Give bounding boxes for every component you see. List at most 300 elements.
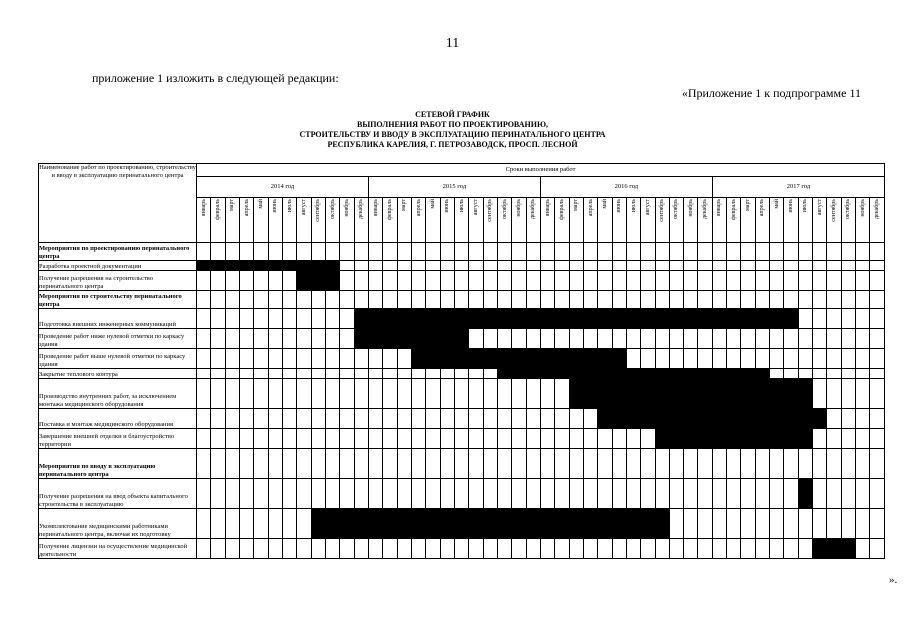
- schedule-table: [38, 163, 885, 559]
- schedule-bar-cell: [598, 409, 612, 429]
- schedule-cell: [856, 261, 870, 271]
- schedule-cell: [483, 449, 497, 479]
- schedule-cell: [784, 349, 798, 369]
- schedule-cell: [311, 409, 325, 429]
- schedule-cell: [770, 349, 784, 369]
- schedule-cell: [727, 271, 741, 291]
- schedule-cell: [368, 409, 382, 429]
- schedule-cell: [512, 539, 526, 559]
- schedule-cell: [340, 369, 354, 379]
- schedule-cell: [469, 243, 483, 261]
- month-label: май: [601, 199, 608, 209]
- month-header: [483, 198, 497, 243]
- task-name: Закрытие теплового контура: [39, 369, 197, 379]
- schedule-cell: [856, 369, 870, 379]
- schedule-cell: [383, 243, 397, 261]
- schedule-bar-cell: [483, 509, 497, 539]
- schedule-bar-cell: [669, 409, 683, 429]
- schedule-cell: [569, 261, 583, 271]
- task-name: Проведение работ выше нулевой отметки по каркасу здания: [39, 349, 197, 369]
- schedule-cell: [311, 379, 325, 409]
- schedule-cell: [354, 449, 368, 479]
- schedule-cell: [325, 479, 339, 509]
- month-header: [297, 198, 311, 243]
- month-label: сентябрь: [831, 199, 838, 222]
- section-title: Мероприятия по строительству перинатального центра: [39, 291, 197, 309]
- schedule-cell: [827, 291, 841, 309]
- intro-text: приложение 1 изложить в следующей редакции:: [92, 71, 339, 85]
- schedule-bar-cell: [555, 369, 569, 379]
- schedule-bar-cell: [354, 309, 368, 329]
- schedule-bar-cell: [770, 429, 784, 449]
- task-row: [39, 271, 885, 291]
- schedule-cell: [239, 309, 253, 329]
- schedule-bar-cell: [268, 261, 282, 271]
- schedule-cell: [841, 409, 855, 429]
- schedule-cell: [426, 243, 440, 261]
- schedule-bar-cell: [383, 329, 397, 349]
- task-name: Получение лицензии на осуществление медицинской деятельности: [39, 539, 197, 559]
- schedule-cell: [239, 329, 253, 349]
- month-header: [669, 198, 683, 243]
- schedule-cell: [268, 479, 282, 509]
- schedule-bar-cell: [454, 349, 468, 369]
- schedule-cell: [755, 261, 769, 271]
- schedule-bar-cell: [684, 409, 698, 429]
- schedule-bar-cell: [798, 479, 812, 509]
- schedule-cell: [297, 509, 311, 539]
- schedule-cell: [239, 349, 253, 369]
- schedule-cell: [469, 261, 483, 271]
- task-name: Получение разрешения на ввод объекта капитального строительства в эксплуатацию: [39, 479, 197, 509]
- schedule-bar-cell: [727, 429, 741, 449]
- schedule-bar-cell: [454, 329, 468, 349]
- schedule-cell: [383, 449, 397, 479]
- schedule-bar-cell: [727, 379, 741, 409]
- schedule-cell: [856, 329, 870, 349]
- schedule-cell: [712, 539, 726, 559]
- schedule-cell: [483, 261, 497, 271]
- schedule-cell: [282, 349, 296, 369]
- schedule-cell: [311, 329, 325, 349]
- task-name: Разработка проектной документации: [39, 261, 197, 271]
- schedule-bar-cell: [497, 509, 511, 539]
- schedule-cell: [870, 509, 885, 539]
- schedule-cell: [540, 243, 554, 261]
- schedule-bar-cell: [784, 379, 798, 409]
- schedule-cell: [354, 429, 368, 449]
- schedule-cell: [211, 509, 225, 539]
- schedule-cell: [583, 243, 597, 261]
- schedule-cell: [870, 369, 885, 379]
- schedule-cell: [497, 539, 511, 559]
- schedule-cell: [755, 449, 769, 479]
- schedule-cell: [211, 539, 225, 559]
- month-header: [655, 198, 669, 243]
- schedule-cell: [755, 271, 769, 291]
- schedule-cell: [555, 261, 569, 271]
- schedule-cell: [383, 369, 397, 379]
- schedule-cell: [669, 271, 683, 291]
- month-header: [397, 198, 411, 243]
- schedule-cell: [741, 271, 755, 291]
- schedule-cell: [770, 271, 784, 291]
- schedule-cell: [354, 243, 368, 261]
- schedule-cell: [784, 449, 798, 479]
- schedule-cell: [368, 291, 382, 309]
- schedule-cell: [282, 369, 296, 379]
- schedule-cell: [870, 291, 885, 309]
- schedule-cell: [813, 509, 827, 539]
- schedule-cell: [727, 291, 741, 309]
- month-label: февраль: [386, 199, 393, 220]
- schedule-cell: [540, 271, 554, 291]
- schedule-cell: [669, 539, 683, 559]
- schedule-cell: [197, 349, 211, 369]
- schedule-cell: [798, 261, 812, 271]
- schedule-cell: [569, 329, 583, 349]
- schedule-cell: [411, 479, 425, 509]
- schedule-bar-cell: [755, 429, 769, 449]
- schedule-bar-cell: [469, 349, 483, 369]
- month-label: ноябрь: [515, 199, 522, 217]
- schedule-cell: [841, 291, 855, 309]
- schedule-cell: [340, 539, 354, 559]
- schedule-bar-cell: [813, 539, 827, 559]
- schedule-cell: [569, 429, 583, 449]
- month-header: [755, 198, 769, 243]
- schedule-cell: [197, 271, 211, 291]
- schedule-bar-cell: [655, 409, 669, 429]
- schedule-cell: [684, 329, 698, 349]
- month-header: [469, 198, 483, 243]
- schedule-cell: [239, 271, 253, 291]
- schedule-cell: [411, 261, 425, 271]
- month-label: июль: [286, 199, 293, 213]
- schedule-cell: [368, 369, 382, 379]
- schedule-cell: [426, 271, 440, 291]
- schedule-cell: [784, 243, 798, 261]
- schedule-cell: [598, 479, 612, 509]
- schedule-cell: [798, 329, 812, 349]
- month-label: февраль: [730, 199, 737, 220]
- schedule-bar-cell: [411, 349, 425, 369]
- schedule-cell: [254, 271, 268, 291]
- schedule-bar-cell: [641, 369, 655, 379]
- schedule-bar-cell: [440, 329, 454, 349]
- section-row: [39, 243, 885, 261]
- schedule-cell: [197, 429, 211, 449]
- schedule-cell: [282, 429, 296, 449]
- schedule-cell: [856, 449, 870, 479]
- schedule-cell: [870, 349, 885, 369]
- schedule-cell: [254, 349, 268, 369]
- month-header: [741, 198, 755, 243]
- schedule-bar-cell: [698, 369, 712, 379]
- schedule-cell: [612, 243, 626, 261]
- schedule-cell: [239, 509, 253, 539]
- schedule-cell: [497, 379, 511, 409]
- schedule-cell: [727, 479, 741, 509]
- schedule-cell: [225, 309, 239, 329]
- schedule-cell: [454, 243, 468, 261]
- schedule-cell: [526, 329, 540, 349]
- schedule-cell: [813, 261, 827, 271]
- schedule-cell: [469, 271, 483, 291]
- title-line: СТРОИТЕЛЬСТВУ И ВВОДУ В ЭКСПЛУАТАЦИЮ ПЕРИНАТАЛЬНОГО ЦЕНТРА: [299, 130, 606, 139]
- schedule-cell: [612, 449, 626, 479]
- schedule-cell: [512, 261, 526, 271]
- schedule-bar-cell: [440, 349, 454, 369]
- schedule-cell: [612, 329, 626, 349]
- schedule-cell: [841, 479, 855, 509]
- schedule-cell: [684, 243, 698, 261]
- schedule-cell: [841, 243, 855, 261]
- schedule-bar-cell: [698, 429, 712, 449]
- schedule-cell: [282, 243, 296, 261]
- schedule-cell: [268, 379, 282, 409]
- schedule-cell: [612, 291, 626, 309]
- schedule-bar-cell: [770, 309, 784, 329]
- schedule-cell: [698, 291, 712, 309]
- schedule-cell: [770, 449, 784, 479]
- schedule-cell: [211, 369, 225, 379]
- schedule-cell: [641, 349, 655, 369]
- month-label: апрель: [415, 199, 422, 217]
- schedule-cell: [368, 243, 382, 261]
- schedule-cell: [569, 243, 583, 261]
- schedule-cell: [813, 309, 827, 329]
- schedule-cell: [325, 291, 339, 309]
- schedule-cell: [526, 291, 540, 309]
- schedule-cell: [569, 291, 583, 309]
- schedule-cell: [268, 409, 282, 429]
- page-number: 11: [445, 36, 460, 51]
- schedule-bar-cell: [612, 509, 626, 539]
- month-label: январь: [200, 199, 207, 217]
- schedule-cell: [813, 291, 827, 309]
- month-label: июнь: [272, 199, 279, 213]
- schedule-cell: [512, 271, 526, 291]
- schedule-bar-cell: [655, 369, 669, 379]
- schedule-cell: [469, 369, 483, 379]
- schedule-cell: [684, 291, 698, 309]
- schedule-bar-cell: [383, 509, 397, 539]
- schedule-cell: [239, 449, 253, 479]
- schedule-cell: [311, 449, 325, 479]
- schedule-cell: [856, 509, 870, 539]
- month-label: декабрь: [530, 199, 537, 219]
- schedule-cell: [526, 261, 540, 271]
- schedule-cell: [225, 409, 239, 429]
- schedule-bar-cell: [598, 349, 612, 369]
- schedule-cell: [698, 329, 712, 349]
- month-label: сентябрь: [487, 199, 494, 222]
- schedule-cell: [698, 479, 712, 509]
- schedule-cell: [770, 261, 784, 271]
- schedule-cell: [569, 409, 583, 429]
- schedule-cell: [225, 429, 239, 449]
- schedule-cell: [841, 429, 855, 449]
- schedule-cell: [368, 261, 382, 271]
- schedule-bar-cell: [583, 309, 597, 329]
- schedule-cell: [340, 479, 354, 509]
- schedule-bar-cell: [712, 369, 726, 379]
- schedule-cell: [340, 271, 354, 291]
- schedule-bar-cell: [483, 309, 497, 329]
- schedule-cell: [813, 243, 827, 261]
- schedule-bar-cell: [569, 349, 583, 369]
- month-header: [497, 198, 511, 243]
- schedule-cell: [755, 243, 769, 261]
- month-label: март: [229, 199, 236, 211]
- schedule-bar-cell: [397, 309, 411, 329]
- schedule-cell: [555, 291, 569, 309]
- schedule-cell: [268, 349, 282, 369]
- schedule-cell: [856, 309, 870, 329]
- title-line: СЕТЕВОЙ ГРАФИК: [415, 110, 490, 119]
- schedule-bar-cell: [684, 309, 698, 329]
- schedule-cell: [784, 329, 798, 349]
- year-header: 2016 год: [540, 177, 712, 198]
- schedule-cell: [583, 429, 597, 449]
- schedule-cell: [254, 309, 268, 329]
- schedule-cell: [297, 449, 311, 479]
- schedule-bar-cell: [669, 429, 683, 449]
- schedule-cell: [827, 271, 841, 291]
- schedule-bar-cell: [770, 379, 784, 409]
- schedule-cell: [770, 539, 784, 559]
- schedule-cell: [784, 291, 798, 309]
- schedule-cell: [211, 349, 225, 369]
- schedule-cell: [311, 349, 325, 369]
- document-title: [0, 110, 905, 150]
- schedule-bar-cell: [669, 369, 683, 379]
- schedule-cell: [813, 379, 827, 409]
- schedule-cell: [856, 349, 870, 369]
- schedule-bar-cell: [712, 379, 726, 409]
- schedule-cell: [641, 539, 655, 559]
- schedule-cell: [512, 243, 526, 261]
- schedule-cell: [526, 429, 540, 449]
- schedule-cell: [426, 479, 440, 509]
- month-label: декабрь: [874, 199, 881, 219]
- schedule-bar-cell: [784, 429, 798, 449]
- schedule-cell: [411, 369, 425, 379]
- schedule-cell: [741, 261, 755, 271]
- schedule-cell: [741, 479, 755, 509]
- schedule-cell: [526, 243, 540, 261]
- schedule-cell: [540, 429, 554, 449]
- schedule-cell: [497, 479, 511, 509]
- schedule-bar-cell: [569, 309, 583, 329]
- schedule-cell: [712, 271, 726, 291]
- schedule-cell: [727, 449, 741, 479]
- month-label: октябрь: [501, 199, 508, 219]
- schedule-cell: [225, 291, 239, 309]
- schedule-cell: [297, 243, 311, 261]
- schedule-bar-cell: [440, 509, 454, 539]
- schedule-cell: [626, 479, 640, 509]
- schedule-cell: [669, 349, 683, 369]
- schedule-bar-cell: [770, 409, 784, 429]
- schedule-bar-cell: [583, 369, 597, 379]
- schedule-cell: [856, 539, 870, 559]
- schedule-bar-cell: [512, 369, 526, 379]
- schedule-bar-cell: [483, 349, 497, 369]
- task-row: [39, 509, 885, 539]
- schedule-cell: [383, 261, 397, 271]
- schedule-cell: [497, 409, 511, 429]
- schedule-cell: [197, 449, 211, 479]
- schedule-cell: [469, 409, 483, 429]
- schedule-cell: [870, 429, 885, 449]
- schedule-bar-cell: [311, 509, 325, 539]
- month-label: август: [300, 199, 307, 216]
- schedule-cell: [268, 243, 282, 261]
- schedule-cell: [684, 509, 698, 539]
- schedule-cell: [555, 271, 569, 291]
- schedule-bar-cell: [813, 409, 827, 429]
- title-line: ВЫПОЛНЕНИЯ РАБОТ ПО ПРОЕКТИРОВАНИЮ,: [357, 120, 548, 129]
- schedule-cell: [712, 349, 726, 369]
- schedule-bar-cell: [741, 429, 755, 449]
- schedule-cell: [684, 449, 698, 479]
- schedule-cell: [755, 539, 769, 559]
- schedule-cell: [225, 379, 239, 409]
- schedule-cell: [870, 539, 885, 559]
- schedule-cell: [626, 539, 640, 559]
- schedule-cell: [254, 409, 268, 429]
- schedule-cell: [540, 449, 554, 479]
- schedule-cell: [297, 309, 311, 329]
- month-header: [598, 198, 612, 243]
- schedule-cell: [870, 329, 885, 349]
- schedule-cell: [440, 479, 454, 509]
- schedule-bar-cell: [297, 261, 311, 271]
- schedule-cell: [497, 291, 511, 309]
- schedule-cell: [526, 409, 540, 429]
- schedule-bar-cell: [641, 309, 655, 329]
- schedule-cell: [397, 261, 411, 271]
- month-header: [311, 198, 325, 243]
- task-name: Производство внутренних работ, за исключением монтажа медицинского оборудования: [39, 379, 197, 409]
- schedule-cell: [698, 509, 712, 539]
- schedule-cell: [225, 369, 239, 379]
- schedule-cell: [340, 243, 354, 261]
- schedule-bar-cell: [540, 349, 554, 369]
- schedule-cell: [469, 379, 483, 409]
- task-row: [39, 409, 885, 429]
- schedule-cell: [669, 479, 683, 509]
- schedule-cell: [727, 349, 741, 369]
- schedule-cell: [340, 409, 354, 429]
- schedule-cell: [798, 349, 812, 369]
- schedule-bar-cell: [626, 509, 640, 539]
- schedule-cell: [598, 329, 612, 349]
- schedule-bar-cell: [239, 261, 253, 271]
- schedule-cell: [712, 479, 726, 509]
- schedule-cell: [813, 479, 827, 509]
- schedule-cell: [239, 429, 253, 449]
- schedule-cell: [497, 449, 511, 479]
- schedule-cell: [813, 329, 827, 349]
- month-header: [569, 198, 583, 243]
- month-header: [197, 198, 211, 243]
- schedule-cell: [655, 329, 669, 349]
- section-title: Мероприятия по проектированию перинатального центра: [39, 243, 197, 261]
- schedule-cell: [755, 329, 769, 349]
